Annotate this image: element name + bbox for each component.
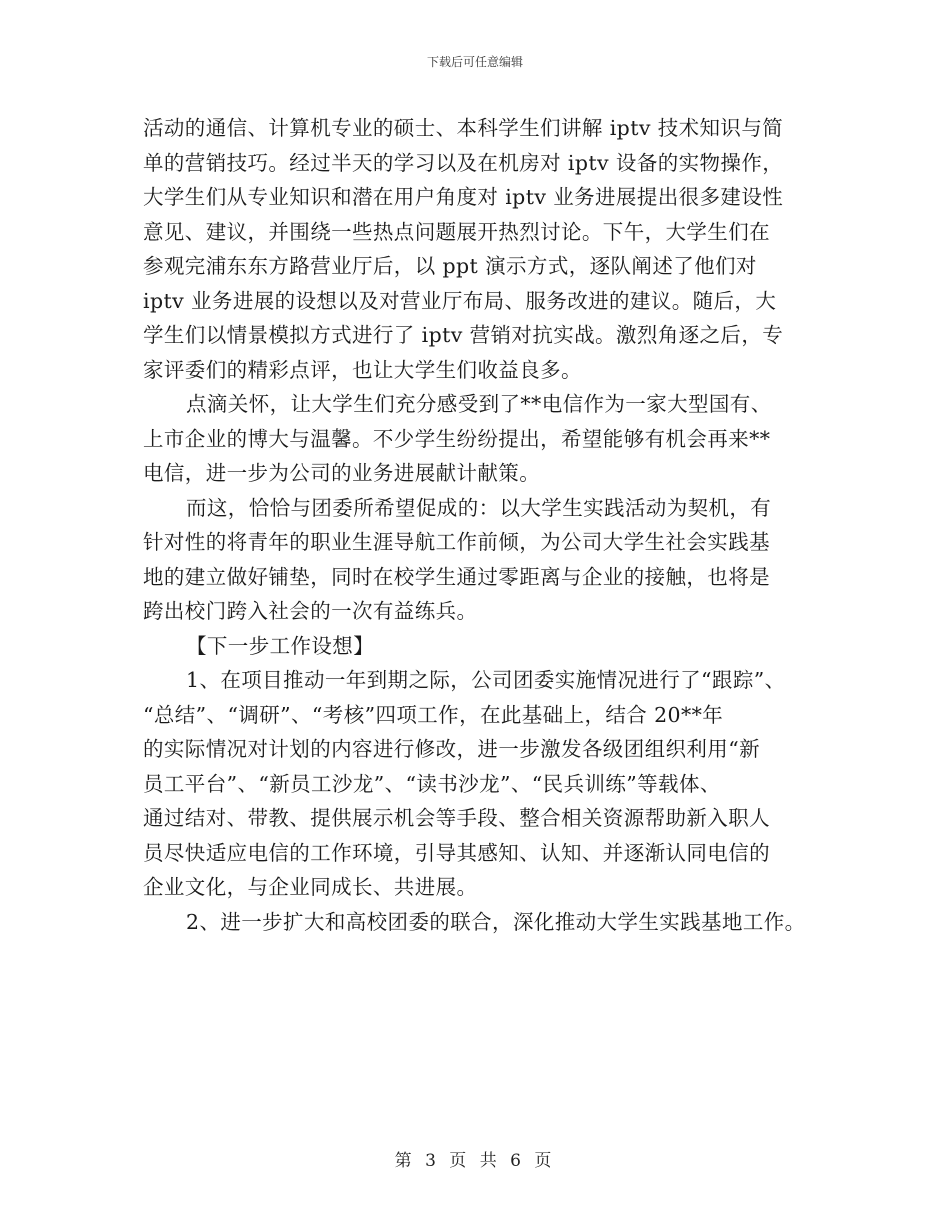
paragraph-line: 上市企业的博大与温馨。不少学生纷纷提出，希望能够有机会再来** [143,426,771,451]
paragraph-line: 2、进一步扩大和高校团委的联合，深化推动大学生实践基地工作。 [186,909,806,934]
paragraph-line: 员工平台”、“新员工沙龙”、“读书沙龙”、“民兵训练”等载体、 [143,771,721,796]
paragraph-line: 而这，恰恰与团委所希望促成的：以大学生实践活动为契机，有 [186,495,772,520]
paragraph-line: 通过结对、带教、提供展示机会等手段、整合相关资源帮助新入职人 [143,806,770,830]
paragraph-line: “总结”、“调研”、“考核”四项工作，在此基础上，结合 20**年 [143,702,724,727]
paragraph-line: 电信，进一步为公司的业务进展献计献策。 [143,461,541,485]
paragraph-line: 跨出校门跨入社会的一次有益练兵。 [143,599,478,623]
paragraph-line: 员尽快适应电信的工作环境，引导其感知、认知、并逐渐认同电信的 [143,840,770,865]
paragraph-line: 针对性的将青年的职业生涯导航工作前倾，为公司大学生社会实践基 [143,530,770,554]
section-heading: 【下一步工作设想】 [186,633,375,658]
paragraph-line: 大学生们从专业知识和潜在用户角度对 iptv 业务进展提出很多建设性 [143,185,784,209]
paragraph-line: 意见、建议，并围绕一些热点问题展开热烈讨论。下午，大学生们在 [143,219,770,244]
document-body [143,111,833,939]
page-number: 第 3 页 共 6 页 [394,1151,556,1171]
paragraph-line: 学生们以情景模拟方式进行了 iptv 营销对抗实战。激烈角逐之后，专 [143,323,784,347]
paragraph-line: iptv 业务进展的设想以及对营业厅布局、服务改进的建议。随后，大 [143,288,777,313]
paragraph-line: 活动的通信、计算机专业的硕士、本科学生们讲解 iptv 技术知识与简 [143,116,784,140]
paragraph-line: 企业文化，与企业同成长、共进展。 [143,875,478,899]
paragraph-line: 的实际情况对计划的内容进行修改，进一步激发各级团组织利用“新 [143,737,760,761]
page-header: 下载后可任意编辑 [426,55,523,69]
paragraph-line: 家评委们的精彩点评，也让大学生们收益良多。 [143,357,582,382]
paragraph-line: 参观完浦东东方路营业厅后，以 ppt 演示方式，逐队阐述了他们对 [143,254,757,278]
paragraph-line: 点滴关怀，让大学生们充分感受到了**电信作为一家大型国有、 [186,392,772,416]
paragraph-line: 1、在项目推动一年到期之际，公司团委实施情况进行了“跟踪”、 [186,668,786,692]
paragraph-line: 地的建立做好铺垫，同时在校学生通过零距离与企业的接触，也将是 [143,564,770,589]
paragraph-line: 单的营销技巧。经过半天的学习以及在机房对 iptv 设备的实物操作， [143,150,784,175]
